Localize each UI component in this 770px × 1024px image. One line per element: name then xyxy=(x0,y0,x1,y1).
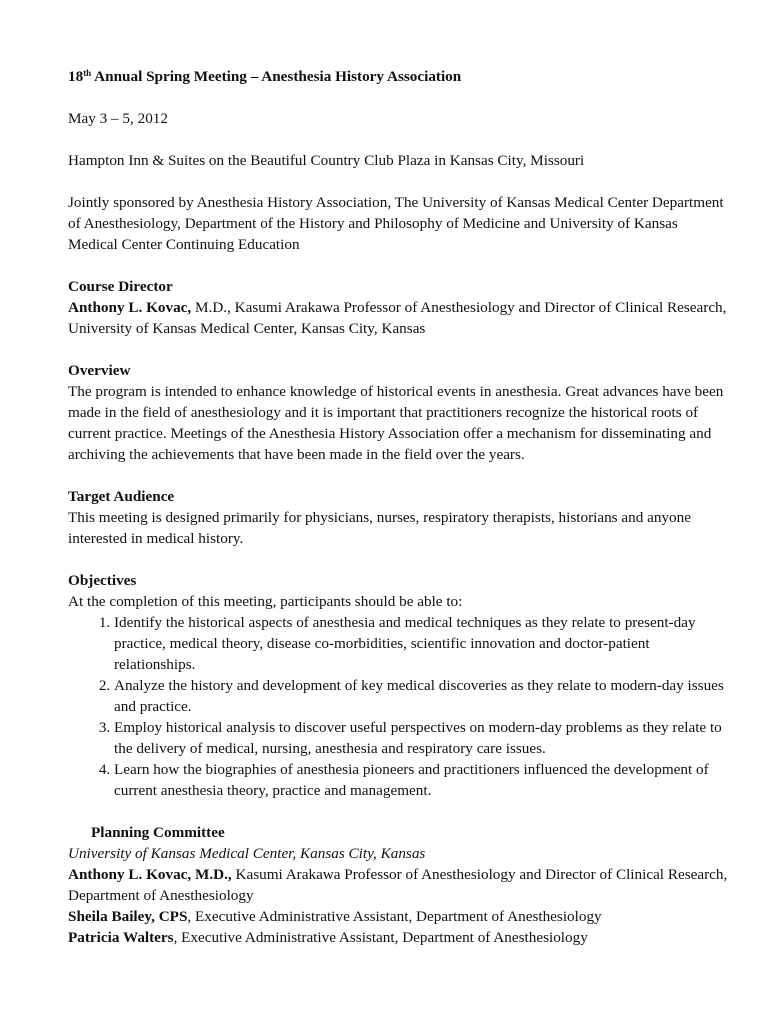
meeting-venue: Hampton Inn & Suites on the Beautiful Country Club Plaza in Kansas City, Missouri xyxy=(68,152,585,169)
overview-section xyxy=(68,360,728,465)
course-director-details: M.D., Kasumi Arakawa Professor of Anesthesiology and Director of Clinical Research, University of Kansas Medical Center, Kansas City, Kansas xyxy=(68,299,727,337)
sponsors-paragraph: Jointly sponsored by Anesthesia History Association, The University of Kansas Medical Center Department of Anesthesiology, Department of the History and Philosophy of Medicine and University of Kansas Medical Center Continuing Education xyxy=(68,194,724,253)
objectives-intro: At the completion of this meeting, participants should be able to: xyxy=(68,593,463,610)
course-director-text xyxy=(68,297,728,339)
committee-member-name: Sheila Bailey, CPS xyxy=(68,908,188,925)
objective-item: 4. Learn how the biographies of anesthesia pioneers and practitioners influenced the development of current anesthesia theory, practice and management. xyxy=(114,759,728,801)
target-audience-section xyxy=(68,486,728,549)
committee-member-role: Kasumi Arakawa Professor of Anesthesiology and Director of Clinical Research, Department of Anesthesiology xyxy=(68,866,728,904)
objective-item: 2. Analyze the history and development of key medical discoveries as they relate to modern-day issues and practice. xyxy=(114,675,728,717)
target-audience-text: This meeting is designed primarily for physicians, nurses, respiratory therapists, historians and anyone interested in medical history. xyxy=(68,509,691,547)
overview-heading: Overview xyxy=(68,362,131,379)
committee-member-role: , Executive Administrative Assistant, Department of Anesthesiology xyxy=(187,908,602,925)
meeting-dates: May 3 – 5, 2012 xyxy=(68,110,168,127)
title-suffix: th xyxy=(83,68,92,78)
course-director-heading: Course Director xyxy=(68,278,173,295)
committee-member xyxy=(68,864,728,906)
objective-item: 1. Identify the historical aspects of anesthesia and medical techniques as they relate to present-day practice, medical theory, disease co-morbidities, scientific innovation and doctor-patient relationships. xyxy=(114,612,728,675)
planning-committee-institution: University of Kansas Medical Center, Kansas City, Kansas xyxy=(68,845,426,862)
meeting-title xyxy=(68,66,728,87)
target-audience-heading: Target Audience xyxy=(68,488,175,505)
committee-member xyxy=(68,927,728,948)
course-director-name: Anthony L. Kovac, xyxy=(68,299,192,316)
objectives-heading: Objectives xyxy=(68,572,137,589)
planning-committee-heading: Planning Committee xyxy=(91,824,225,841)
committee-member-name: Patricia Walters xyxy=(68,929,174,946)
objective-item: 3. Employ historical analysis to discover useful perspectives on modern-day problems as they relate to the delivery of medical, nursing, anesthesia and respiratory care issues. xyxy=(114,717,728,759)
title-rest: Annual Spring Meeting – Anesthesia History Association xyxy=(91,68,462,85)
objectives-list xyxy=(68,612,728,801)
committee-member-role: , Executive Administrative Assistant, Department of Anesthesiology xyxy=(173,929,588,946)
course-director-section xyxy=(68,276,728,339)
planning-committee-section xyxy=(68,822,728,948)
committee-member xyxy=(68,906,728,927)
overview-text: The program is intended to enhance knowledge of historical events in anesthesia. Great advances have been made in the field of anesthesiology and it is important that practitioners recognize the historical roots of current practice. Meetings of the Anesthesia History Association offer a mechanism for disseminating and archiving the achievements that have been made in the field over the years. xyxy=(68,383,724,463)
title-number: 18 xyxy=(68,68,84,85)
objectives-section xyxy=(68,570,728,801)
committee-member-name: Anthony L. Kovac, M.D., xyxy=(68,866,232,883)
document-content xyxy=(68,66,728,948)
